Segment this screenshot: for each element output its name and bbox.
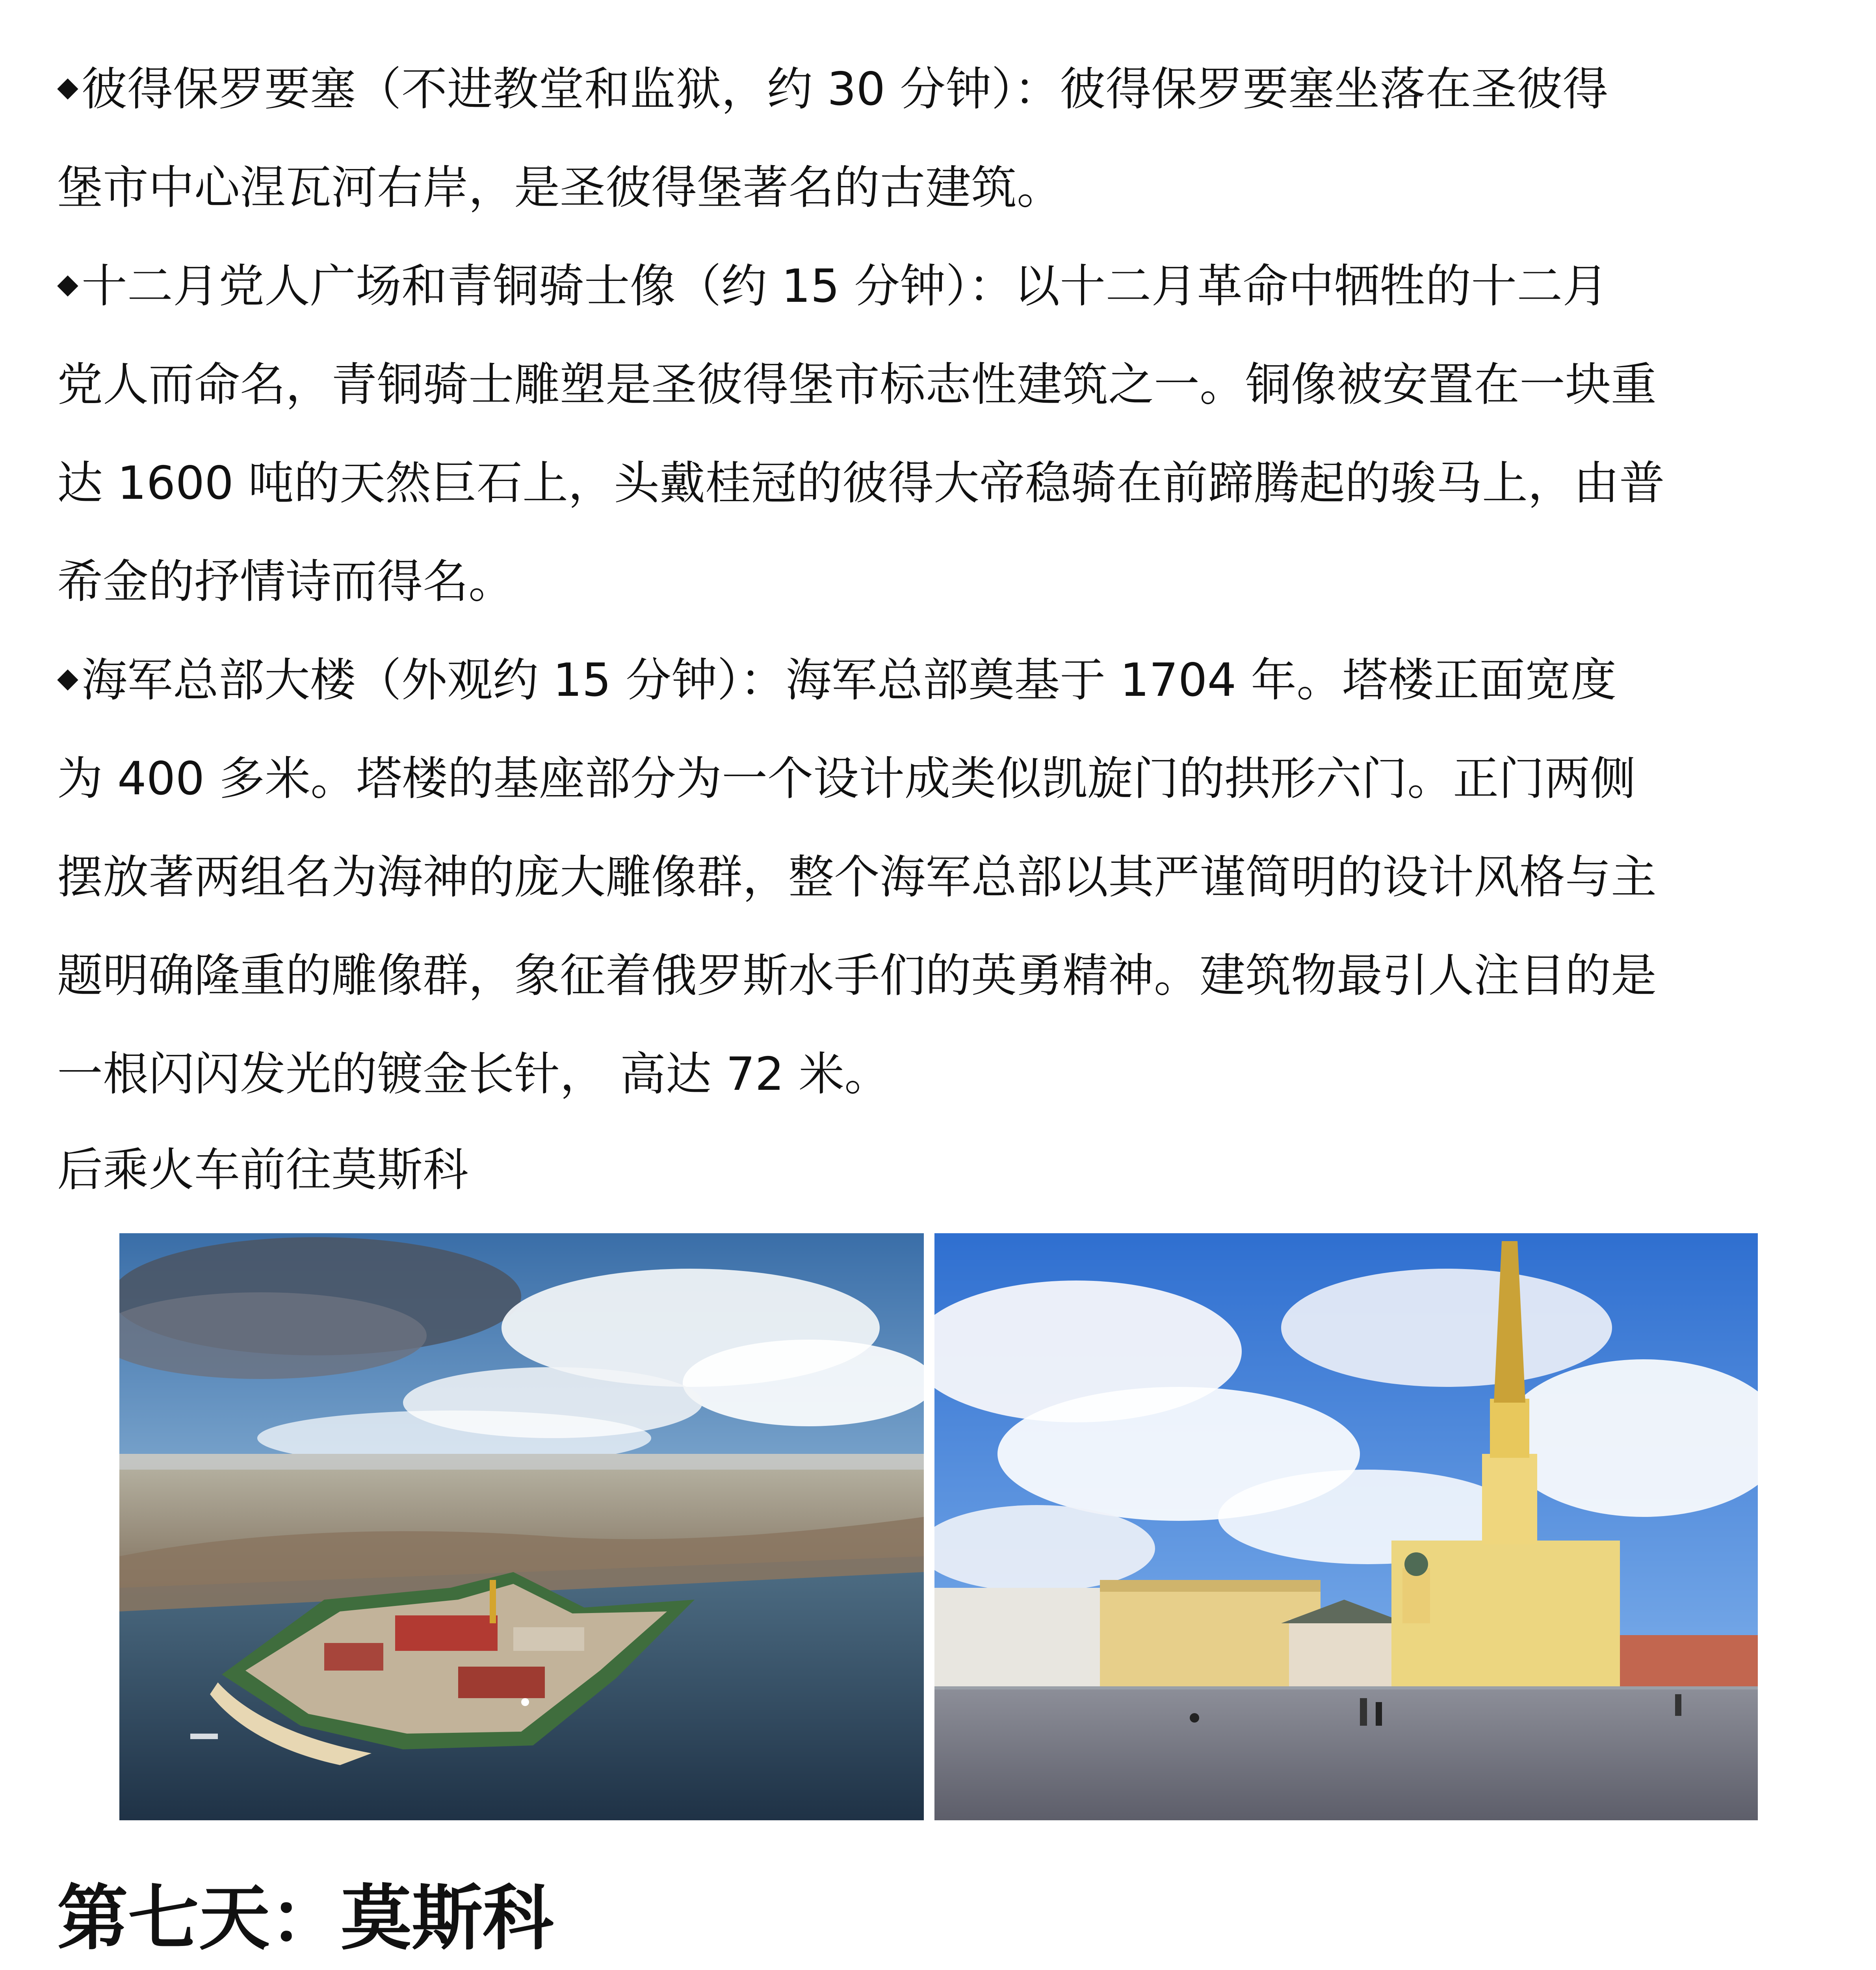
fortress-line-1: ◆彼得保罗要塞（不进教堂和监狱，约 30 分钟）：彼得保罗要塞坐落在圣彼得: [57, 63, 1609, 116]
admiralty-paragraph: [57, 628, 1818, 1124]
admiralty-line-1: ◆海军总部大楼（外观约 15 分钟）：海军总部奠基于 1704 年。塔楼正面宽度: [57, 654, 1617, 707]
bullet-icon: ◆: [57, 71, 78, 103]
transfer-note: 后乘火车前往莫斯科: [57, 1143, 468, 1197]
day-title: 第七天：莫斯科: [57, 1877, 554, 1960]
admiralty-line-4: 题明确隆重的雕像群，象征着俄罗斯水手们的英勇精神。建筑物最引人注目的是: [57, 949, 1657, 1002]
decembrists-paragraph: [57, 234, 1818, 631]
decembrists-line-1: ◆十二月党人广场和青铜骑士像（约 15 分钟）：以十二月革命中牺牲的十二月: [57, 260, 1609, 313]
bullet-icon: ◆: [57, 662, 78, 694]
aerial-fortress-image: [119, 1233, 924, 1820]
admiralty-line-2: 为 400 多米。塔楼的基座部分为一个设计成类似凯旋门的拱形六门。正门两侧: [57, 752, 1636, 805]
decembrists-line-3: 达 1600 吨的天然巨石上，头戴桂冠的彼得大帝稳骑在前蹄腾起的骏马上，由普: [57, 457, 1665, 510]
decembrists-line-2: 党人而命名，青铜骑士雕塑是圣彼得堡市标志性建筑之一。铜像被安置在一块重: [57, 358, 1657, 411]
fortress-line-2: 堡市中心涅瓦河右岸，是圣彼得堡著名的古建筑。: [57, 161, 1062, 214]
aerial-fortress-photo: [119, 1233, 924, 1820]
decembrists-line-4: 希金的抒情诗而得名。: [57, 555, 514, 608]
cathedral-square-image: [934, 1233, 1758, 1820]
admiralty-line-3: 摆放著两组名为海神的庞大雕像群，整个海军总部以其严谨简明的设计风格与主: [57, 851, 1657, 904]
admiralty-line-5: 一根闪闪发光的镀金长针， 高达 72 米。: [57, 1048, 890, 1101]
cathedral-square-photo: [934, 1233, 1758, 1820]
fortress-paragraph: [57, 37, 1818, 237]
bullet-icon: ◆: [57, 268, 78, 300]
